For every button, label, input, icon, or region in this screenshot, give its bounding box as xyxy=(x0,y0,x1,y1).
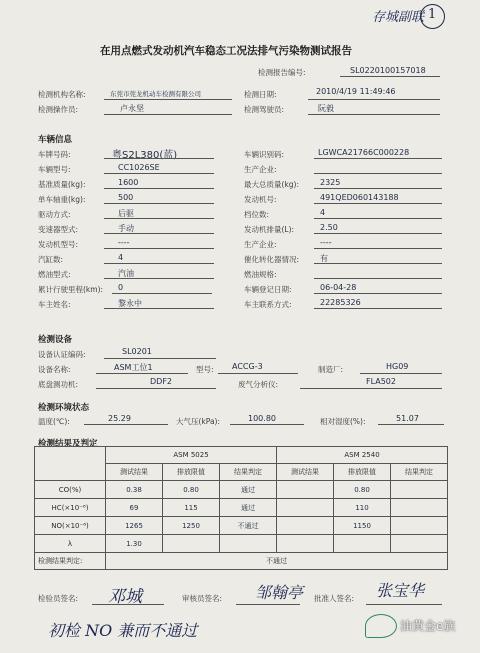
vehicle-field-label: 发动机型号: xyxy=(38,240,79,249)
field-underline xyxy=(104,308,214,309)
vehicle-field-value: 500 xyxy=(118,193,134,202)
vehicle-field-label: 档位数: xyxy=(244,210,270,219)
device-name-value: ASM工位1 xyxy=(114,363,153,372)
field-underline xyxy=(314,203,442,204)
operator-label: 检测操作员: xyxy=(38,105,79,114)
field-underline xyxy=(112,293,212,294)
pollutant-name: λ xyxy=(35,535,106,553)
handwritten-bottom-note: 初检 NO 兼而不通过 xyxy=(48,621,198,640)
results-col-header: 排放限值 xyxy=(334,464,391,481)
field-underline xyxy=(104,263,214,264)
result-cell xyxy=(220,535,277,553)
vehicle-field-label: 催化转化器情况: xyxy=(244,255,300,264)
field-underline xyxy=(104,233,214,234)
vehicle-field-label: 最大总质量(kg): xyxy=(244,180,299,189)
vehicle-field-label: 车辆型号: xyxy=(38,165,71,174)
vehicle-field-label: 燃油型式: xyxy=(38,270,71,279)
vehicle-field-label: 车主姓名: xyxy=(38,300,71,309)
report-no-value: SL0220100157018 xyxy=(350,66,426,75)
result-cell: 1250 xyxy=(163,517,220,535)
vehicle-field-value: ---- xyxy=(320,238,332,247)
operator-value: 卢永坚 xyxy=(120,104,144,113)
vehicle-field-label: 汽缸数: xyxy=(38,255,64,264)
result-cell xyxy=(163,535,220,553)
vehicle-field-value: 0 xyxy=(118,283,124,292)
pressure-value: 100.80 xyxy=(248,414,276,423)
model-value: ACCG-3 xyxy=(232,362,263,371)
result-cell: 1.30 xyxy=(106,535,163,553)
field-underline xyxy=(314,173,442,174)
vehicle-field-label: 单车轴重(kg): xyxy=(38,195,86,204)
vehicle-field-value: 有 xyxy=(320,254,328,263)
field-underline xyxy=(314,248,442,249)
org-value: 东莞市莞龙机动车检测有限公司 xyxy=(110,90,201,98)
field-underline xyxy=(104,188,214,189)
device-name-label: 设备名称: xyxy=(38,365,71,374)
field-underline xyxy=(104,248,214,249)
vehicle-field-value: 2325 xyxy=(320,178,341,187)
vehicle-field-label: 驱动方式: xyxy=(38,210,71,219)
results-corner-cell xyxy=(35,447,106,481)
result-cell: 1265 xyxy=(106,517,163,535)
vehicle-field-value: 手动 xyxy=(118,224,134,233)
environment-section-title: 检测环境状态 xyxy=(38,403,90,413)
result-cell xyxy=(391,481,448,499)
page-number: 1 xyxy=(428,7,437,22)
results-col-header: 结果判定 xyxy=(391,464,448,481)
vehicle-field-label: 生产企业: xyxy=(244,165,277,174)
vehicle-field-value: 4 xyxy=(118,253,124,262)
field-underline xyxy=(314,293,442,294)
results-col-header: 排放限值 xyxy=(163,464,220,481)
vehicle-field-value: CC1026SE xyxy=(118,163,160,172)
asm2540-header: ASM 2540 xyxy=(277,447,448,464)
field-underline xyxy=(104,203,214,204)
dyno-value: DDF2 xyxy=(150,377,173,386)
cert-label: 设备认证编码: xyxy=(38,350,86,359)
result-cell xyxy=(277,535,334,553)
driver-value: 阮毅 xyxy=(318,104,334,113)
vehicle-field-label: 车牌号码: xyxy=(38,150,71,159)
analyzer-value: FLA502 xyxy=(366,377,396,386)
result-cell: 通过 xyxy=(220,481,277,499)
result-cell: 0.80 xyxy=(334,481,391,499)
field-underline xyxy=(314,158,442,159)
field-underline xyxy=(104,158,214,159)
field-underline xyxy=(314,278,442,279)
field-underline xyxy=(314,233,442,234)
result-cell: 0.38 xyxy=(106,481,163,499)
results-table xyxy=(34,446,448,570)
vehicle-field-value: ---- xyxy=(118,238,130,247)
vehicle-field-label: 基准质量(kg): xyxy=(38,180,86,189)
maker-value: HG09 xyxy=(386,362,409,371)
field-underline xyxy=(314,188,442,189)
field-underline xyxy=(104,278,214,279)
humidity-value: 51.07 xyxy=(396,414,419,423)
final-label: 检测结果判定: xyxy=(35,553,106,570)
org-label: 检测机构名称: xyxy=(38,90,86,99)
report-no-label: 检测报告编号: xyxy=(258,68,306,77)
result-cell: 1150 xyxy=(334,517,391,535)
temp-label: 温度(℃): xyxy=(38,417,70,426)
date-label: 检测日期: xyxy=(244,90,277,99)
result-cell: 69 xyxy=(106,499,163,517)
field-underline xyxy=(104,173,214,174)
results-row xyxy=(35,499,448,517)
vehicle-field-label: 发动机排量(L): xyxy=(244,225,295,234)
equipment-section-title: 检测设备 xyxy=(38,335,73,345)
reviewer-label: 审核员签名: xyxy=(182,594,223,603)
results-row xyxy=(35,535,448,553)
result-cell xyxy=(277,481,334,499)
approver-label: 批准人签名: xyxy=(314,594,355,603)
dyno-label: 底盘测功机: xyxy=(38,380,79,389)
date-value: 2010/4/19 11:49:46 xyxy=(316,87,396,96)
vehicle-field-value: LGWCA21766C000228 xyxy=(318,148,410,157)
vehicle-field-value: 22285326 xyxy=(320,298,361,307)
pollutant-name: NO(×10⁻⁶) xyxy=(35,517,106,535)
result-cell: 115 xyxy=(163,499,220,517)
vehicle-field-label: 车主联系方式: xyxy=(244,300,292,309)
vehicle-field-value: 491QED060143188 xyxy=(320,193,399,202)
vehicle-field-label: 累计行驶里程(km): xyxy=(38,285,104,294)
pressure-label: 大气压(kPa): xyxy=(176,417,221,426)
vehicle-field-value: 后驱 xyxy=(118,209,134,218)
approver-signature: 张宝华 xyxy=(376,581,425,600)
result-cell xyxy=(277,517,334,535)
inspector-signature: 邓城 xyxy=(108,587,142,607)
results-col-header: 结果判定 xyxy=(220,464,277,481)
result-cell xyxy=(391,517,448,535)
result-cell: 110 xyxy=(334,499,391,517)
result-cell: 通过 xyxy=(220,499,277,517)
humidity-label: 相对湿度(%): xyxy=(320,417,366,426)
result-cell xyxy=(277,499,334,517)
vehicle-field-value: 06-04-28 xyxy=(320,283,357,292)
result-cell xyxy=(391,535,448,553)
vehicle-field-label: 车辆识别码: xyxy=(244,150,285,159)
pollutant-name: CO(%) xyxy=(35,481,106,499)
vehicle-field-label: 燃油规格: xyxy=(244,270,277,279)
field-underline xyxy=(104,218,214,219)
handwritten-archive-note: 存城副联 xyxy=(372,10,425,25)
results-col-header: 测试结果 xyxy=(277,464,334,481)
reviewer-signature: 邹翰亭 xyxy=(255,583,304,602)
vehicle-field-value: 黎永中 xyxy=(118,299,142,308)
results-row xyxy=(35,517,448,535)
analyzer-label: 废气分析仪: xyxy=(238,380,279,389)
result-cell: 0.80 xyxy=(163,481,220,499)
vehicle-field-label: 发动机号: xyxy=(244,195,277,204)
field-underline xyxy=(314,308,442,309)
result-cell xyxy=(334,535,391,553)
vehicle-field-value: 2.50 xyxy=(320,223,338,232)
vehicle-section-title: 车辆信息 xyxy=(38,135,73,145)
vehicle-field-value: 4 xyxy=(320,208,326,217)
report-title: 在用点燃式发动机汽车稳态工况法排气污染物测试报告 xyxy=(100,45,352,57)
asm5025-header: ASM 5025 xyxy=(106,447,277,464)
results-col-header: 测试结果 xyxy=(106,464,163,481)
temp-value: 25.29 xyxy=(108,414,131,423)
vehicle-field-label: 生产企业: xyxy=(244,240,277,249)
wechat-icon xyxy=(365,614,397,638)
final-value: 不通过 xyxy=(106,553,448,570)
pollutant-name: HC(×10⁻⁶) xyxy=(35,499,106,517)
vehicle-field-value: 粤S2L380(蓝) xyxy=(112,150,178,161)
driver-label: 检测驾驶员: xyxy=(244,105,285,114)
model-label: 型号: xyxy=(196,365,214,374)
watermark-text: 油黄金e族 xyxy=(400,619,456,633)
vehicle-field-value: 1600 xyxy=(118,178,139,187)
field-underline xyxy=(314,263,442,264)
results-row xyxy=(35,481,448,499)
vehicle-field-label: 车辆登记日期: xyxy=(244,285,292,294)
result-cell xyxy=(391,499,448,517)
field-underline xyxy=(314,218,442,219)
cert-value: SL0201 xyxy=(122,347,152,356)
vehicle-field-value: 汽油 xyxy=(118,269,134,278)
vehicle-field-label: 变速器型式: xyxy=(38,225,79,234)
maker-label: 制造厂: xyxy=(318,365,344,374)
results-section-title: 检测结果及判定 xyxy=(38,439,98,449)
inspector-label: 检验员签名: xyxy=(38,594,79,603)
result-cell: 不通过 xyxy=(220,517,277,535)
